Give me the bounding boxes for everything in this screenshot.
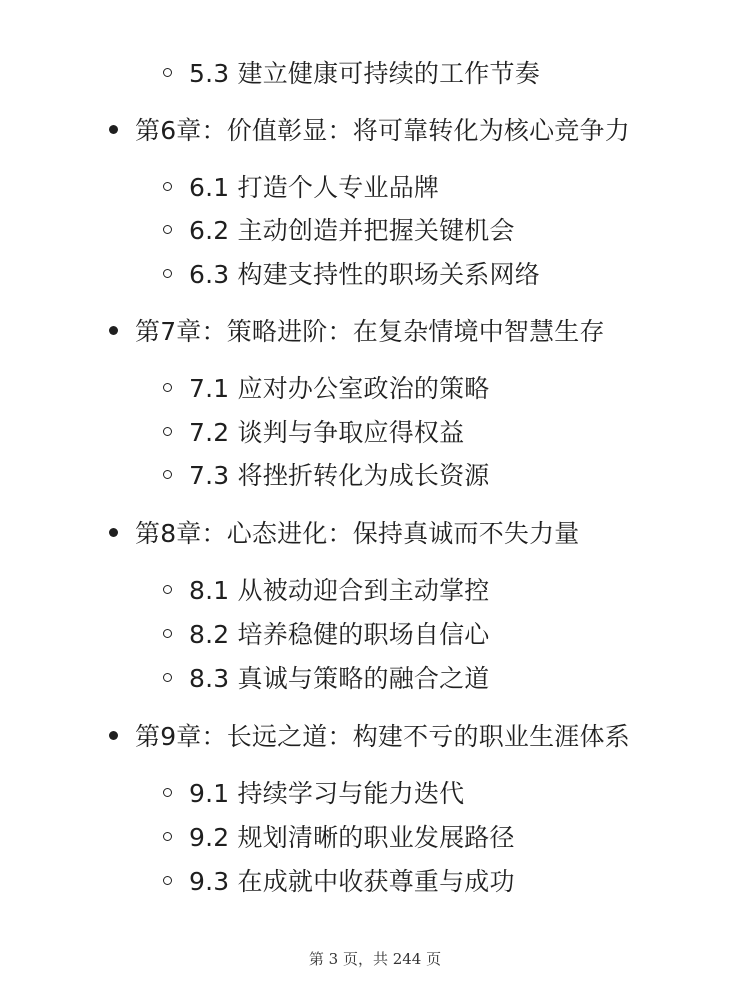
circle-bullet-icon xyxy=(163,269,172,278)
circle-bullet-icon xyxy=(163,629,172,638)
toc-section-8-1 xyxy=(163,571,490,607)
disc-bullet-icon xyxy=(109,731,118,740)
circle-bullet-icon xyxy=(163,182,172,191)
page-number-footer: 第 3 页，共 244 页 xyxy=(308,950,442,968)
toc-item-label: 8.1 从被动迎合到主动掌控 xyxy=(189,576,490,605)
toc-item-label: 8.2 培养稳健的职场自信心 xyxy=(189,620,490,649)
disc-bullet-icon xyxy=(109,528,118,537)
toc-section-7-2 xyxy=(163,413,464,449)
toc-chapter-9 xyxy=(109,717,630,753)
toc-chapter-8 xyxy=(109,514,580,550)
circle-bullet-icon xyxy=(163,876,172,885)
circle-bullet-icon xyxy=(163,225,172,234)
toc-item-label: 8.3 真诚与策略的融合之道 xyxy=(189,664,490,693)
circle-bullet-icon xyxy=(163,68,172,77)
toc-item-label: 6.2 主动创造并把握关键机会 xyxy=(189,216,515,245)
toc-item-label: 7.1 应对办公室政治的策略 xyxy=(189,374,490,403)
toc-section-6-3 xyxy=(163,255,540,291)
toc-section-9-2 xyxy=(163,818,515,854)
toc-section-7-1 xyxy=(163,369,490,405)
toc-chapter-6 xyxy=(109,111,630,147)
circle-bullet-icon xyxy=(163,383,172,392)
circle-bullet-icon xyxy=(163,427,172,436)
circle-bullet-icon xyxy=(163,673,172,682)
toc-section-6-1 xyxy=(163,168,439,204)
toc-item-label: 第7章：策略进阶：在复杂情境中智慧生存 xyxy=(135,317,605,346)
disc-bullet-icon xyxy=(109,326,118,335)
toc-section-8-2 xyxy=(163,615,490,651)
toc-chapter-7 xyxy=(109,312,605,348)
toc-item-label: 第9章：长远之道：构建不亏的职业生涯体系 xyxy=(135,722,630,751)
toc-item-label: 第8章：心态进化：保持真诚而不失力量 xyxy=(135,519,580,548)
toc-item-label: 7.2 谈判与争取应得权益 xyxy=(189,418,465,447)
toc-item-label: 7.3 将挫折转化为成长资源 xyxy=(189,461,490,490)
circle-bullet-icon xyxy=(163,470,172,479)
toc-item-label: 9.3 在成就中收获尊重与成功 xyxy=(189,867,515,896)
toc-item-label: 6.3 构建支持性的职场关系网络 xyxy=(189,260,540,289)
toc-section-6-2 xyxy=(163,211,515,247)
toc-item-label: 9.2 规划清晰的职业发展路径 xyxy=(189,823,515,852)
toc-section-9-1 xyxy=(163,774,464,810)
toc-section-5-3 xyxy=(163,54,540,90)
circle-bullet-icon xyxy=(163,788,172,797)
toc-item-label: 9.1 持续学习与能力迭代 xyxy=(189,779,465,808)
toc-section-9-3 xyxy=(163,862,515,898)
toc-item-label: 第6章：价值彰显：将可靠转化为核心竞争力 xyxy=(135,116,630,145)
disc-bullet-icon xyxy=(109,125,118,134)
toc-section-8-3 xyxy=(163,659,490,695)
circle-bullet-icon xyxy=(163,585,172,594)
toc-section-7-3 xyxy=(163,456,490,492)
circle-bullet-icon xyxy=(163,832,172,841)
toc-item-label: 6.1 打造个人专业品牌 xyxy=(189,173,440,202)
toc-item-label: 5.3 建立健康可持续的工作节奏 xyxy=(189,59,540,88)
